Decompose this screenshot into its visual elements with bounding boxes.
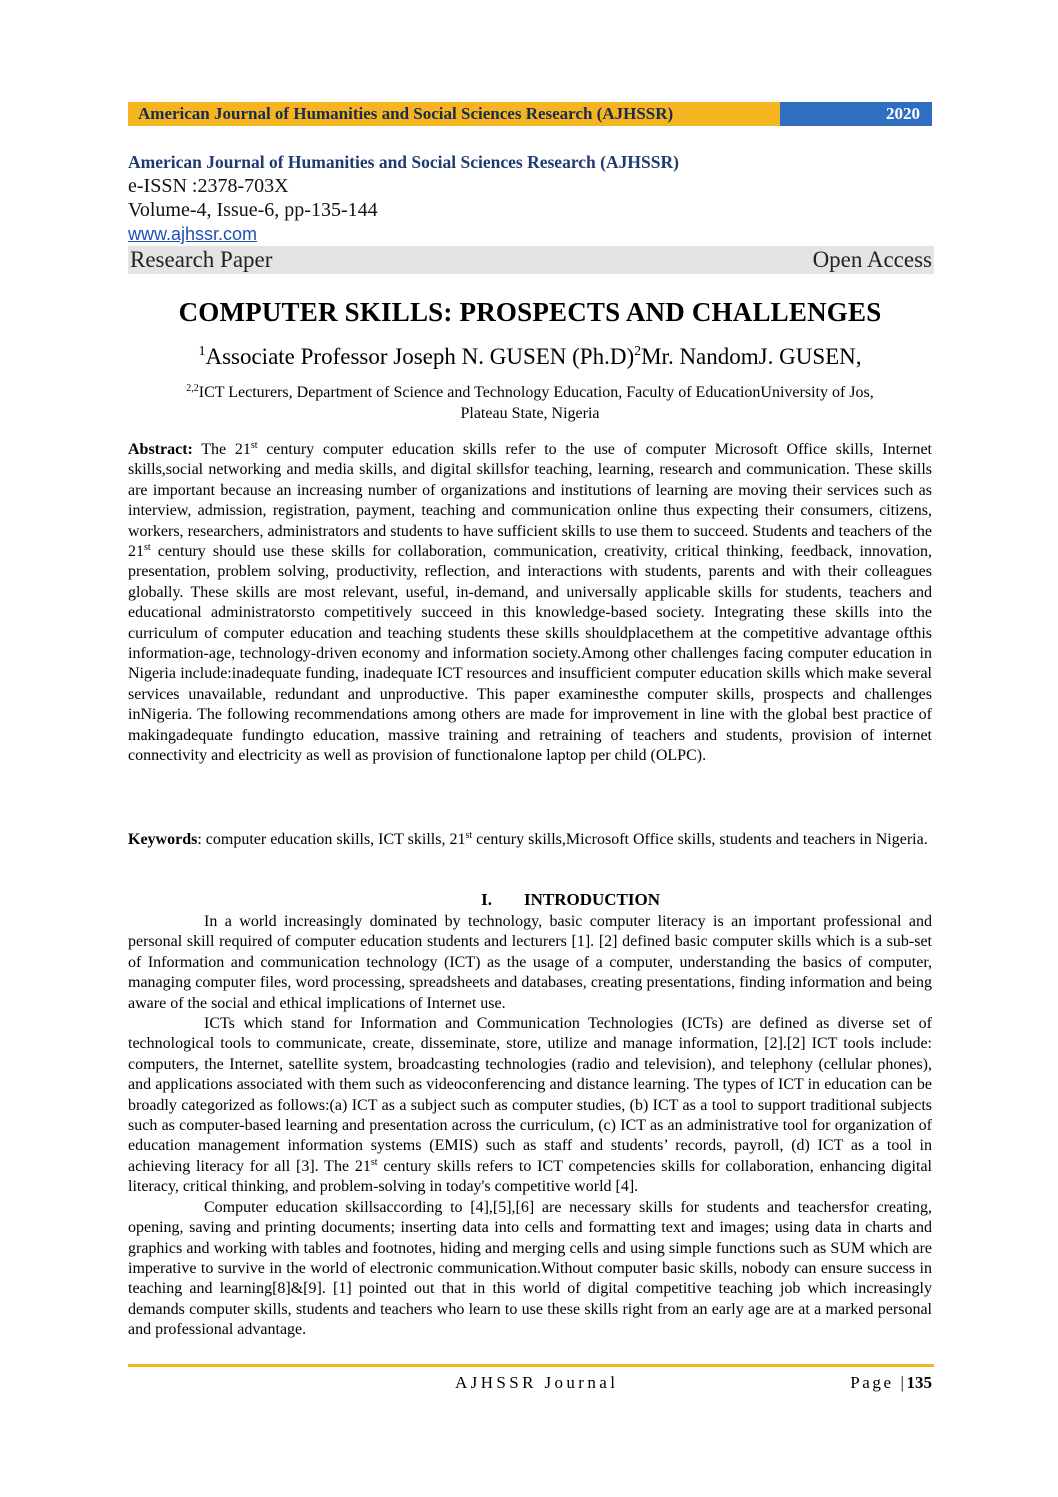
intro-paragraph-2 xyxy=(128,1014,932,1198)
footer-page xyxy=(850,1373,932,1393)
abstract-text-2: century computer education skills refer to the use of computer Microsoft Office skills, Internet skills,social networking and media skills, and digital skillsfor teaching, learning, research and communication. These skills are important because an increasing number of organizations and institutions of learning are moving their services such as interview, admission, registration, payment, teaching and communication online thus expecting their consumers, citizens, workers, researchers, administrators and students to have sufficient skills to use them to succeed. Students and teachers of the 21 xyxy=(128,441,932,561)
footer-rule xyxy=(128,1364,934,1367)
website-link[interactable]: www.ajhssr.com xyxy=(128,224,258,244)
introduction-body xyxy=(128,912,932,1341)
section-number: I. xyxy=(481,890,492,909)
page-footer xyxy=(128,1373,932,1395)
keywords xyxy=(128,830,932,850)
abstract-label: Abstract: xyxy=(128,441,193,458)
paper-type-bar xyxy=(128,246,934,274)
volume-issue: Volume-4, Issue-6, pp-135-144 xyxy=(128,199,378,221)
affiliation-sup: 2,2 xyxy=(186,383,199,394)
intro-paragraph-1: In a world increasingly dominated by technology, basic computer literacy is an important professional and personal skill required of computer education students and lecturers [1]. [2] defined basic computer skills which is a sub-set of Information and communication technology (ICT) as the usage of a computer, understanding the basics of computer, managing computer files, word processing, spreadsheets and databases, creating presentations, finding information and being aware of the social and ethical implications of Internet use. xyxy=(128,913,932,1012)
author1: Associate Professor Joseph N. GUSEN (Ph.D) xyxy=(205,344,635,369)
abstract-text-1: The 21 xyxy=(192,441,251,458)
abstract-sup-b: st xyxy=(144,542,151,554)
abstract-text-3: century should use these skills for collaboration, communication, creativity, critical thinking, feedback, innovation, presentation, problem solving, productivity, reflection, and interactions with students, parents and with their colleagues globally. These skills are most relevant, useful, in-demand, and universally applicable skills for students, teachers and educational administratorsto competitively succeed in this knowledge-based society. Integrating these skills into the curriculum of computer education and teaching students these skills shouldplacethem at the competitive advantage ofthis information-age, technology-driven economy and information society.Among other challenges facing computer education in Nigeria include:inadequate funding, inadequate ICT resources and insufficient computer education skills which make several services unavailable, redundant and unproductive. This paper examinesthe computer skills, prospects and challenges inNigeria. The following recommendations among others are made for improvement in line with the global best practice of makingadequate fundingto education, massive training and retraining of teachers and students, provision of internet connectivity and electricity as well as provision of functionalone laptop per child (OLPC). xyxy=(128,543,932,765)
footer-journal: AJHSSR Journal xyxy=(455,1373,619,1392)
paper-type: Research Paper xyxy=(130,247,273,272)
paper-title: COMPUTER SKILLS: PROSPECTS AND CHALLENGES xyxy=(178,297,882,327)
author2-sup: 2 xyxy=(634,344,642,359)
masthead-journal: American Journal of Humanities and Social Sciences Research (AJHSSR) xyxy=(128,152,679,172)
intro-paragraph-2b: century skills refers to ICT competencies skills for collaboration, enhancing digital literacy, critical thinking, and problem-solving in today's competitive world [4]. xyxy=(128,1157,932,1196)
issn: e-ISSN :2378-703X xyxy=(128,175,289,197)
abstract xyxy=(128,440,932,767)
header-year: 2020 xyxy=(780,102,932,126)
affiliation xyxy=(128,378,932,424)
section-heading xyxy=(128,890,932,910)
keywords-text-1: : computer education skills, ICT skills, 21 xyxy=(197,831,466,848)
masthead xyxy=(128,150,932,274)
running-header xyxy=(128,102,932,126)
keywords-sup: st xyxy=(465,830,473,841)
keywords-label: Keywords xyxy=(128,831,198,848)
affiliation-line1: ICT Lecturers, Department of Science and Technology Education, Faculty of EducationUniversity of Jos, xyxy=(198,384,874,401)
abstract-sup-a: st xyxy=(250,440,258,451)
author2: Mr. NandomJ. GUSEN, xyxy=(641,344,862,369)
affiliation-line2: Plateau State, Nigeria xyxy=(460,405,600,422)
intro-paragraph-3: Computer education skillsaccording to [4],[5],[6] are necessary skills for students and teachersfor creating, opening, saving and printing documents; inserting data into cells and formatting text and images; using data in charts and graphics and working with tables and footnotes, hiding and merging cells and using simple functions such as SUM which are imperative to survive in the world of electronic communication.Without computer basic skills, nobody can ensure success in teaching and learning[8]&[9]. [1] pointed out that in this world of digital competitive teaching job which increasingly demands computer skills, students and teachers who learn to use these skills right from an early age are at a marked personal and professional advantage. xyxy=(128,1198,932,1339)
section-title: INTRODUCTION xyxy=(524,890,661,909)
author1-sup: 1 xyxy=(198,344,206,359)
authors xyxy=(128,344,932,370)
intro-paragraph-2-sup: st xyxy=(370,1156,378,1168)
footer-page-number: 135 xyxy=(906,1373,932,1392)
footer-page-label: Page | xyxy=(850,1373,907,1392)
intro-paragraph-2a: ICTs which stand for Information and Communication Technologies (ICTs) are defined as diverse set of technological tools to communicate, create, disseminate, store, utilize and manage information, [2].[2] ICT tools include: computers, the Internet, satellite system, broadcasting technologies (radio and television), and telephony (cellular phones), and applications associated with them such as videoconferencing and distance learning. The types of ICT in education can be broadly categorized as follows:(a) ICT as a subject such as computer studies, (b) ICT as a tool to support traditional subjects such as computer-based learning and presentation across the curriculum, (c) ICT as an administrative tool for organization of education management information systems (EMIS) such as staff and students’ records, payroll, (d) ICT as a tool in achieving literacy for all [3]. The 21 xyxy=(128,1015,932,1175)
open-access-label: Open Access xyxy=(812,247,932,272)
header-journal-name: American Journal of Humanities and Social Sciences Research (AJHSSR) xyxy=(128,102,780,126)
keywords-text-2: century skills,Microsoft Office skills, students and teachers in Nigeria. xyxy=(472,831,928,848)
